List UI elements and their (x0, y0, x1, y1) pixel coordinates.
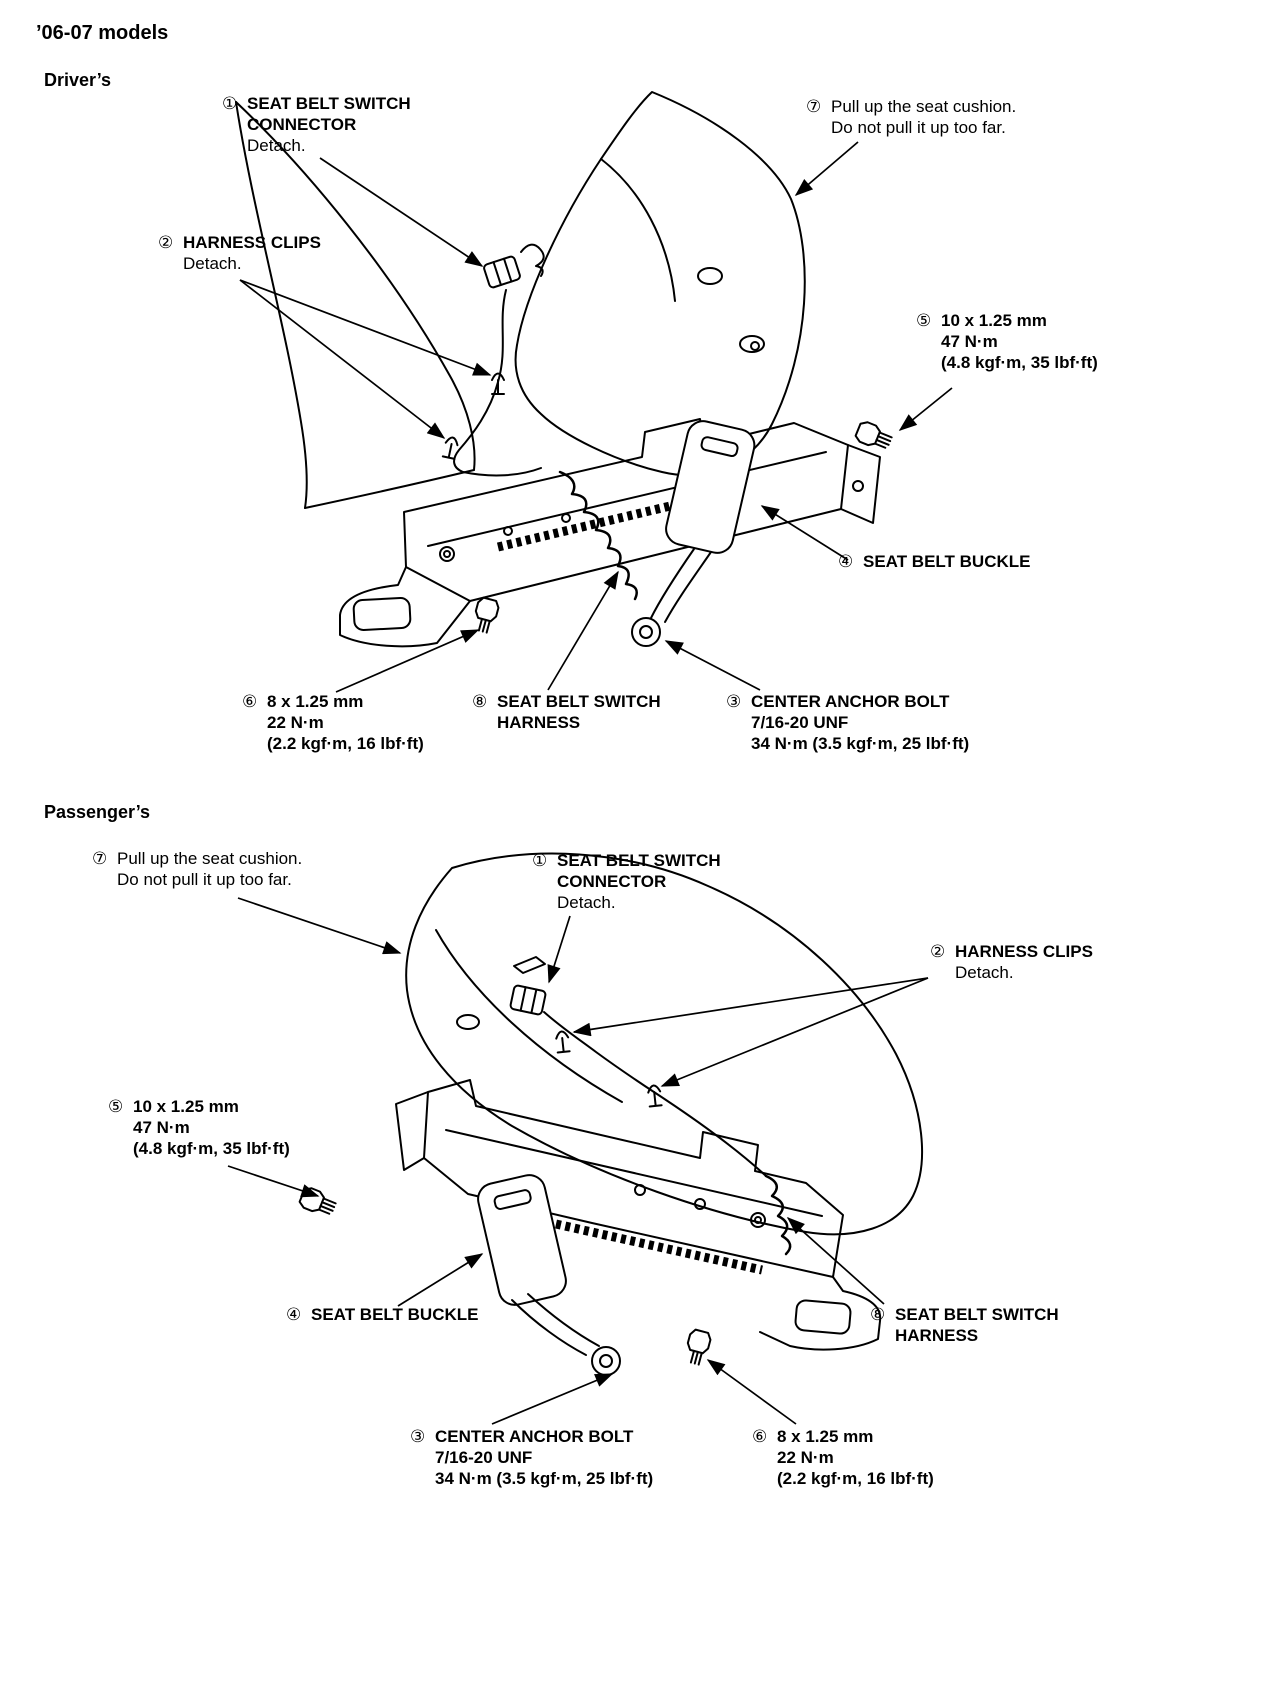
callout-line: 34 N·m (3.5 kgf·m, 25 lbf·ft) (435, 1469, 654, 1488)
callout-line: Do not pull it up too far. (117, 870, 292, 889)
callout-text: HARNESS CLIPS (955, 942, 1093, 961)
leader-passenger-bolt-10mm (228, 1166, 318, 1196)
callout-passenger-seat-belt-buckle (286, 1304, 478, 1325)
callout-text: SEAT BELT SWITCH (895, 1305, 1059, 1324)
leader-driver-cushion (796, 142, 858, 195)
callout-line: 47 N·m (133, 1118, 190, 1137)
callout-text: SEAT BELT SWITCH (247, 94, 411, 113)
circled-number: ⑤ (916, 311, 932, 330)
leader-driver-harness (548, 572, 618, 690)
circled-number: ① (222, 94, 238, 113)
callout-passenger-bolt-8x1-25 (752, 1426, 934, 1489)
callout-passenger-bolt-10x1-25 (108, 1096, 290, 1159)
callout-text: SEAT BELT BUCKLE (311, 1305, 479, 1324)
leader-driver-bolt-8mm (336, 630, 478, 692)
callout-driver-center-anchor-bolt (726, 691, 969, 754)
section-heading-passengers: Passenger’s (44, 802, 151, 822)
callout-driver-pull-up-seat-cushion (806, 96, 1016, 138)
callout-text: CENTER ANCHOR BOLT (435, 1427, 634, 1446)
driver-bolt-10mm (854, 420, 893, 452)
callout-driver-seat-belt-switch-connector (222, 93, 411, 156)
circled-number: ③ (410, 1427, 426, 1446)
leader-passenger-anchor-bolt (492, 1374, 612, 1424)
callout-line (532, 850, 721, 871)
leader-passenger-buckle (398, 1254, 482, 1306)
callout-line: Detach. (183, 254, 242, 273)
circled-number: ② (158, 233, 174, 252)
callout-line: 7/16-20 UNF (751, 713, 849, 732)
driver-seat-belt-buckle-shape (632, 418, 758, 646)
passenger-slide-track (556, 1224, 762, 1270)
driver-harness-coil (560, 472, 637, 599)
leader-driver-connector (320, 158, 482, 266)
callout-line (838, 551, 1030, 572)
leader-driver-buckle (762, 506, 848, 560)
leader-driver-anchor-bolt (666, 641, 760, 690)
callout-line (222, 93, 411, 114)
passengers-seat-illustration (298, 854, 922, 1375)
drivers-seat-illustration (236, 92, 894, 646)
callout-line: Do not pull it up too far. (831, 118, 1006, 137)
callout-line: 7/16-20 UNF (435, 1448, 533, 1467)
leader-passenger-cushion (238, 898, 400, 953)
callout-line: Detach. (247, 136, 306, 155)
circled-number: ⑤ (108, 1097, 124, 1116)
callout-line: HARNESS (497, 713, 581, 732)
leader-passenger-bolt-8mm (708, 1360, 796, 1424)
leader-driver-bolt-10mm (900, 388, 952, 430)
passenger-center-anchor (592, 1347, 620, 1375)
page-title: ’06-07 models (36, 22, 169, 44)
circled-number: ⑥ (242, 692, 258, 711)
leader-passenger-connector (549, 916, 570, 982)
callout-passenger-center-anchor-bolt (410, 1426, 653, 1489)
circled-number: ④ (286, 1305, 302, 1324)
callout-line: 47 N·m (941, 332, 998, 351)
passenger-foot-bracket (760, 1277, 880, 1350)
callout-line (286, 1304, 478, 1325)
callout-line (158, 232, 321, 253)
callout-driver-harness-clips (158, 232, 321, 274)
callout-line: Detach. (955, 963, 1014, 982)
callout-line (242, 691, 424, 712)
callout-line (870, 1304, 1059, 1325)
callout-line: (2.2 kgf·m, 16 lbf·ft) (777, 1469, 934, 1488)
callout-text: 10 x 1.25 mm (133, 1097, 239, 1116)
circled-number: ④ (838, 552, 854, 571)
circled-number: ⑧ (472, 692, 488, 711)
leader-driver-clip-1 (240, 280, 490, 375)
callout-line (472, 691, 661, 712)
callout-line: Detach. (557, 893, 616, 912)
driver-wire-harness (454, 290, 637, 599)
callout-passenger-pull-up-seat-cushion (92, 848, 302, 890)
callout-line: (4.8 kgf·m, 35 lbf·ft) (941, 353, 1098, 372)
driver-center-anchor (632, 618, 660, 646)
callout-line: 34 N·m (3.5 kgf·m, 25 lbf·ft) (751, 734, 970, 753)
callout-line: CONNECTOR (557, 872, 667, 891)
callout-line (108, 1096, 290, 1117)
callout-line: 22 N·m (777, 1448, 834, 1467)
circled-number: ② (930, 942, 946, 961)
callout-text: SEAT BELT SWITCH (557, 851, 721, 870)
callout-text: HARNESS CLIPS (183, 233, 321, 252)
driver-connector-shape (483, 245, 544, 289)
callout-line: HARNESS (895, 1326, 979, 1345)
callout-passenger-seat-belt-switch-harness (870, 1304, 1059, 1346)
circled-number: ⑦ (92, 849, 108, 868)
circled-number: ⑥ (752, 1427, 768, 1446)
circled-number: ① (532, 851, 548, 870)
callout-driver-bolt-8x1-25 (242, 691, 424, 754)
callout-driver-bolt-10x1-25 (916, 310, 1098, 373)
driver-seat-cushion (516, 92, 805, 475)
callout-line: (4.8 kgf·m, 35 lbf·ft) (133, 1139, 290, 1158)
callout-line (806, 96, 1016, 117)
leader-passenger-clip-1 (574, 978, 928, 1032)
callout-driver-seat-belt-buckle (838, 551, 1030, 572)
callout-text: 8 x 1.25 mm (267, 692, 364, 711)
circled-number: ⑦ (806, 97, 822, 116)
driver-foot-bracket (340, 567, 470, 646)
callout-line (410, 1426, 653, 1447)
driver-seat-rail (340, 419, 880, 646)
callout-text: 10 x 1.25 mm (941, 311, 1047, 330)
callout-text: CENTER ANCHOR BOLT (751, 692, 950, 711)
passenger-seat-belt-buckle-shape (475, 1172, 620, 1375)
callout-line (930, 941, 1093, 962)
callout-passenger-seat-belt-switch-connector (532, 850, 721, 913)
passenger-harness-coil (766, 1176, 790, 1254)
callout-text: 8 x 1.25 mm (777, 1427, 874, 1446)
callout-line: 22 N·m (267, 713, 324, 732)
circled-number: ③ (726, 692, 742, 711)
leader-lines (228, 142, 952, 1424)
callout-text: Pull up the seat cushion. (117, 849, 303, 868)
leader-passenger-clip-2 (662, 978, 928, 1086)
callout-line (726, 691, 969, 712)
callout-text: SEAT BELT SWITCH (497, 692, 661, 711)
driver-bolt-8mm (471, 597, 500, 634)
callout-passenger-harness-clips (930, 941, 1093, 983)
callout-text: SEAT BELT BUCKLE (863, 552, 1031, 571)
section-heading-drivers: Driver’s (44, 70, 112, 90)
callout-line (92, 848, 302, 869)
callout-line (916, 310, 1098, 331)
passenger-bolt-8mm (683, 1329, 712, 1366)
callout-line: CONNECTOR (247, 115, 357, 134)
passenger-connector-shape (510, 957, 546, 1015)
callout-line: (2.2 kgf·m, 16 lbf·ft) (267, 734, 424, 753)
leader-passenger-harness (788, 1218, 884, 1304)
callout-line (752, 1426, 934, 1447)
circled-number: ⑧ (870, 1305, 886, 1324)
leader-driver-clip-2 (240, 280, 444, 438)
callout-text: Pull up the seat cushion. (831, 97, 1017, 116)
callout-driver-seat-belt-switch-harness (472, 691, 661, 733)
